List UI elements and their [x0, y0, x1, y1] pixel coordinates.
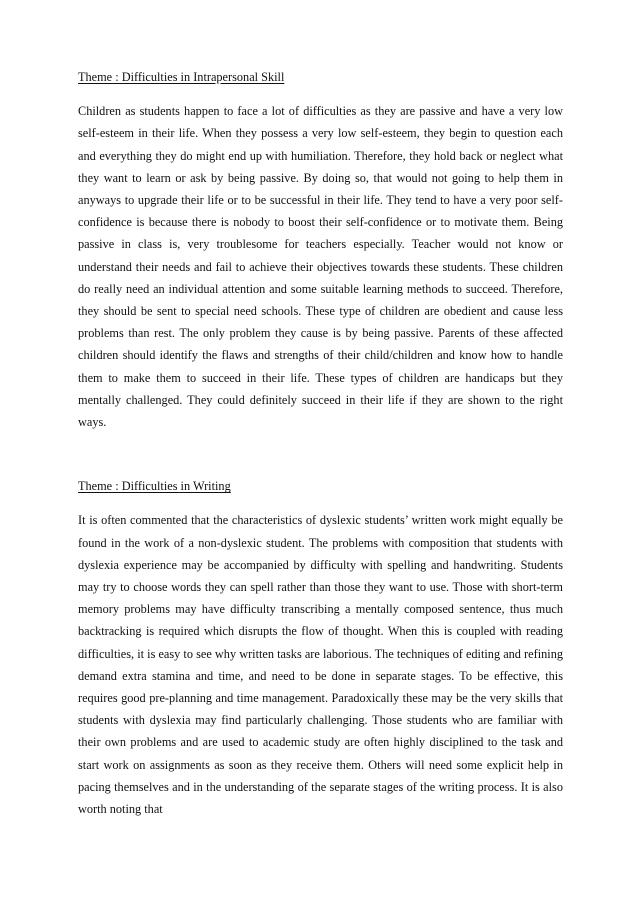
section-paragraph: Children as students happen to face a lot of difficulties as they are passive and have a very low self-esteem in their life. When they possess a very low self-esteem, they begin to question each and everything they do might end up with humiliation. Therefore, they hold back or neglect what they want to learn or ask by being passive. By doing so, that would not going to help them in anyways to upgrade their life or to be successful in their life. They tend to have a very poor self-confidence is because there is nobody to boost their self-confidence or to motivate them. Being passive in class is, very troublesome for teachers especially. Teacher would not know or understand their needs and fail to achieve their objectives towards these students. These children do really need an individual attention and some suitable learning methods to succeed. Therefore, they should be sent to special need schools. These type of children are obedient and cause less problems than rest. The only problem they cause is by being passive. Parents of these affected children should identify the flaws and strengths of their child/children and know how to handle them to make them to succeed in their life. These types of children are handicaps but they mentally challenged. They could definitely succeed in their life if they are shown to the right ways.	[78, 104, 563, 430]
section-writing	[78, 475, 563, 820]
section-heading: Theme : Difficulties in Intrapersonal Skill	[78, 70, 285, 84]
section-paragraph: It is often commented that the characteristics of dyslexic students’ written work might equally be found in the work of a non-dyslexic student. The problems with composition that students with dyslexia experience may be accompanied by difficulty with spelling and handwriting. Students may try to choose words they can spell rather than those they want to use. Those with short-term memory problems may have difficulty transcribing a mentally composed sentence, thus much backtracking is required which disrupts the flow of thought. When this is coupled with reading difficulties, it is easy to see why written tasks are laborious. The techniques of editing and refining demand extra stamina and time, and need to be done in separate stages. To be effective, this requires good pre-planning and time management. Paradoxically these may be the very skills that students with dyslexia may find particularly challenging. Those students who are familiar with their own problems and are used to academic study are often highly disciplined to the task and start work on assignments as soon as they receive them. Others will need some explicit help in pacing themselves and in the understanding of the separate stages of the writing process. It is also worth noting that	[78, 513, 563, 817]
section-heading: Theme : Difficulties in Writing	[78, 479, 231, 494]
section-intrapersonal-skill	[78, 66, 563, 433]
